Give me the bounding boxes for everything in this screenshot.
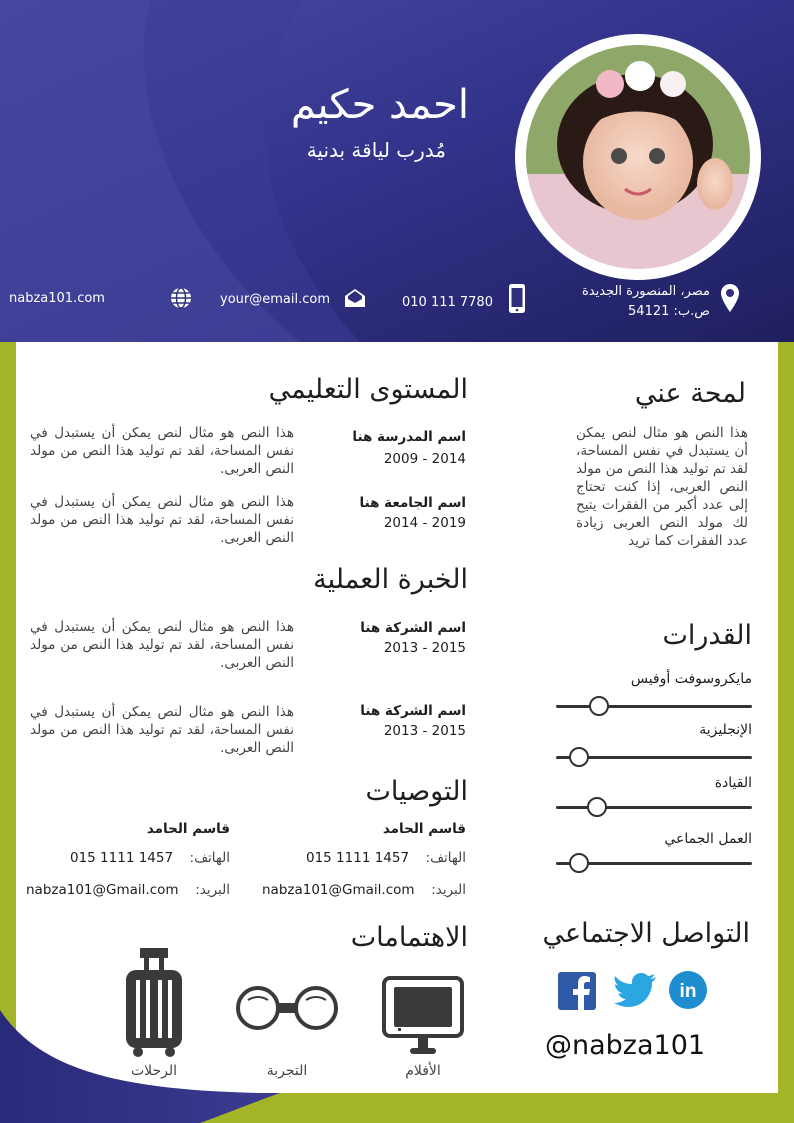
- education-text: هذا النص هو مثال لنص يمكن أن يستبدل في نفس المساحة، لقد تم توليد هذا النص من مولد النص العربى.: [30, 494, 294, 546]
- experience-name: اسم الشركة هنا: [360, 703, 466, 719]
- suitcase-icon: [124, 946, 184, 1062]
- experience-text: هذا النص هو مثال لنص يمكن أن يستبدل في نفس المساحة، لقد تم توليد هذا النص من مولد النص العربى.: [30, 619, 294, 671]
- education-name: اسم المدرسة هنا: [352, 429, 466, 445]
- experience-date: 2013 - 2015: [383, 640, 466, 656]
- reference-name: قاسم الحامد: [382, 821, 466, 837]
- globe-icon: [170, 287, 192, 313]
- skill-label: الإنجليزية: [699, 722, 752, 738]
- education-date: 2014 - 2019: [383, 515, 466, 531]
- interest-label: الرحلات: [130, 1063, 178, 1079]
- interest-label: التجربة: [266, 1063, 308, 1079]
- reference-email[interactable]: nabza101@Gmail.com: [262, 882, 415, 898]
- education-name: اسم الجامعة هنا: [359, 495, 466, 511]
- reference-phone: 015 1111 1457: [70, 850, 174, 866]
- phone-number: 010 111 7780: [402, 295, 493, 310]
- website: nabza101.com: [9, 291, 105, 306]
- glasses-icon: [234, 984, 340, 1036]
- experience-name: اسم الشركة هنا: [360, 620, 466, 636]
- reference-phone: 015 1111 1457: [306, 850, 410, 866]
- person-name: احمد حكيم: [290, 82, 469, 128]
- profile-photo: [515, 34, 761, 280]
- email-icon: [344, 288, 366, 312]
- skill-knob: [569, 853, 589, 873]
- skill-track: [556, 705, 752, 708]
- education-title: المستوى التعليمي: [268, 374, 468, 405]
- references-title: التوصيات: [365, 776, 468, 807]
- about-title: لمحة عني: [634, 378, 746, 409]
- skill-label: العمل الجماعي: [664, 831, 752, 847]
- skill-knob: [587, 797, 607, 817]
- location-icon: [720, 283, 740, 317]
- skill-knob: [589, 696, 609, 716]
- social-handle: @nabza101: [545, 1030, 706, 1061]
- education-text: هذا النص هو مثال لنص يمكن أن يستبدل في نفس المساحة، لقد تم توليد هذا النص من مولد النص العربى.: [30, 425, 294, 477]
- interests-title: الاهتمامات: [350, 922, 468, 953]
- job-title: مُدرب لياقة بدنية: [306, 138, 446, 162]
- address-line2: ص.ب: 54121: [628, 304, 710, 319]
- experience-text: هذا النص هو مثال لنص يمكن أن يستبدل في نفس المساحة، لقد تم توليد هذا النص من مولد النص العربى.: [30, 704, 294, 756]
- twitter-icon[interactable]: [614, 972, 656, 1012]
- reference-email-label: البريد:: [195, 882, 230, 898]
- reference-phone-label: الهاتف:: [189, 850, 230, 866]
- skills-title: القدرات: [662, 620, 752, 651]
- address-line1: مصر، المنصورة الجديدة: [581, 284, 710, 299]
- reference-name: قاسم الحامد: [146, 821, 230, 837]
- tv-icon: [382, 976, 464, 1062]
- experience-date: 2013 - 2015: [383, 723, 466, 739]
- skill-track: [556, 806, 752, 809]
- reference-email[interactable]: nabza101@Gmail.com: [26, 882, 179, 898]
- interest-label: الأفلام: [405, 1063, 441, 1079]
- reference-email-label: البريد:: [431, 882, 466, 898]
- phone-icon: [508, 283, 526, 318]
- svg-text:in: in: [679, 981, 697, 1002]
- reference-phone-label: الهاتف:: [425, 850, 466, 866]
- facebook-icon[interactable]: [558, 972, 596, 1014]
- skill-label: مايكروسوفت أوفيس: [630, 671, 752, 687]
- linkedin-icon[interactable]: [668, 970, 708, 1014]
- skill-knob: [569, 747, 589, 767]
- email-address: your@email.com: [220, 292, 330, 307]
- education-date: 2009 - 2014: [383, 451, 466, 467]
- experience-title: الخبرة العملية: [313, 564, 468, 595]
- about-text: هذا النص هو مثال لنص يمكن أن يستبدل في نفس المساحة، لقد تم توليد هذا النص من مولد النص العربى، إذا كنت تحتاج إلى عدد أكبر من الفقرات يتيح لك مولد النص العربى زيادة عدد الفقرات كما تريد: [576, 425, 748, 549]
- skill-label: القيادة: [714, 775, 752, 791]
- social-title: التواصل الاجتماعي: [542, 918, 750, 949]
